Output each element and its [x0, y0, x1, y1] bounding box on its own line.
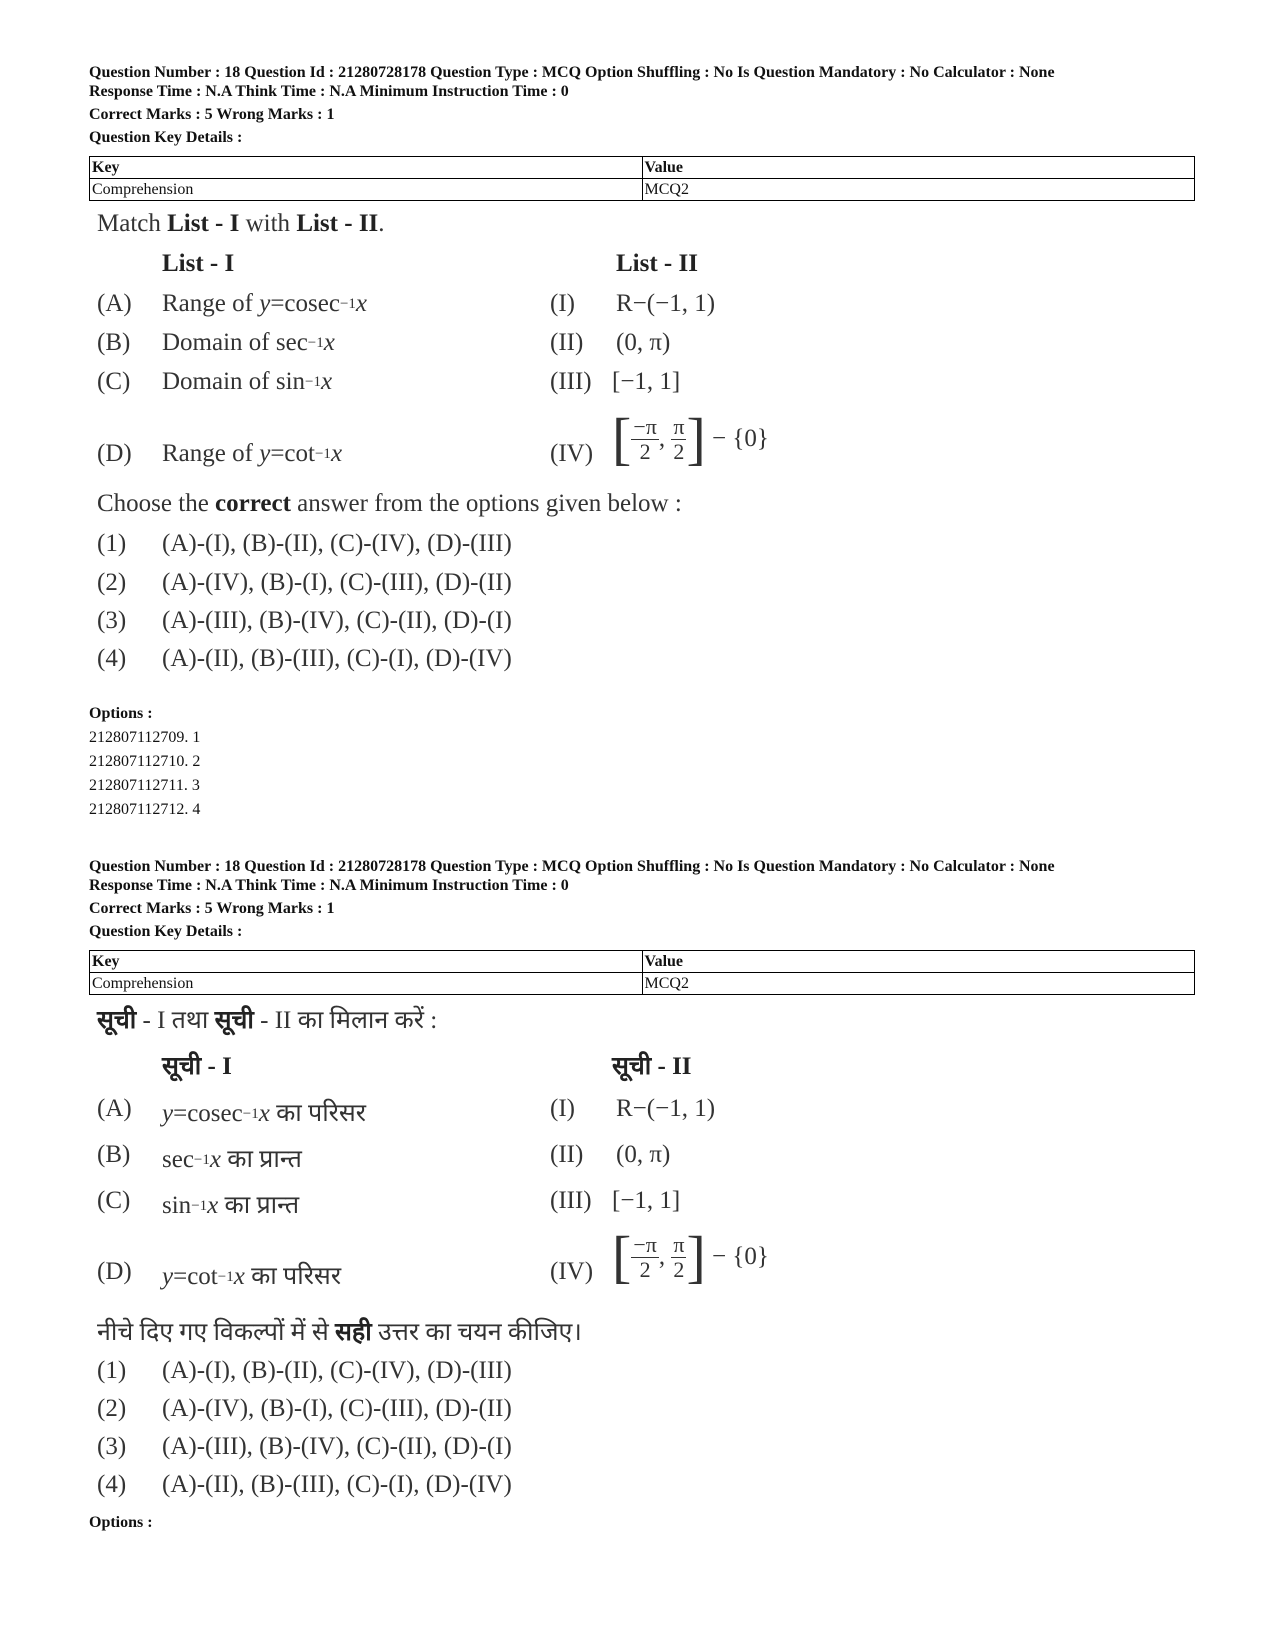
list-1-heading: List - I: [162, 250, 235, 277]
meta-line-1: Question Number : 18 Question Id : 21280728178 Question Type : MCQ Option Shuffling : No Is Question Mandatory : No Calculator : None: [89, 858, 1055, 875]
question-meta: [89, 857, 1055, 945]
question-block-hindi: Question Number : 18 Question Id : 21280728178 Question Type : MCQ Option Shuffling : No Is Question Mandatory : No Calculator : None Response Time : N.A Think Time : N.A Minimum Instruction Time : 0 Correct Marks : 5 Wrong Marks : 1 Question Key Details : Key Value Comprehension MCQ2 सूची - I तथा सूची - II का मिलान करें : सूची - I सूची - II (A) y=cosec$^{-1}$x का परिसर (B) $\sec^{-1}x$ का प्रान्त (C) $\sin^{-1}x$ का प्रान्त (D) $y=\cot^{-1}x$ का परिसर (I) R−(−1, 1) (II) (0, π) (III) [−1, 1] (IV) [ $\frac{-\pi}{2}$ , $\frac{\pi}{2}$ ] − {0} नीचे दिए गए विकल्पों में से सही उत्तर का चयन कीजिए। (1) (A)-(I), (B)-(II), (C)-(IV), (D)-(III) (2) (A)-(IV), (B)-(I), (C)-(III), (D)-(II) (3) (A)-(III), (B)-(IV), (C)-(II), (D)-(I) (4) (A)-(II), (B)-(III), (C)-(I), (D)-(IV) Options :: [0, 794, 1275, 1554]
table-header-value: Value: [642, 157, 1195, 179]
choose-instruction: Choose the correct answer from the options given below :: [97, 490, 682, 517]
options-title: Options :: [89, 1514, 153, 1531]
option-item: 212807112712. 4: [89, 801, 201, 818]
interval-expression: [ $\frac{-\pi}{2}$ , $\frac{\pi}{2}$ ] − {0}: [612, 406, 769, 471]
question-meta: [89, 63, 1055, 151]
key-details-table: [89, 950, 1195, 995]
table-header-key: Key: [90, 157, 643, 179]
options-title: Options :: [89, 705, 153, 722]
table-cell-value: MCQ2: [642, 973, 1195, 995]
question-intro: सूची - I तथा सूची - II का मिलान करें :: [97, 1007, 438, 1034]
meta-line-2: Response Time : N.A Think Time : N.A Minimum Instruction Time : 0: [89, 83, 569, 100]
meta-line-4: Question Key Details :: [89, 923, 243, 940]
options-list: [89, 1511, 153, 1535]
option-item: 212807112710. 2: [89, 753, 201, 770]
meta-line-3: Correct Marks : 5 Wrong Marks : 1: [89, 900, 335, 917]
table-header-key: Key: [90, 951, 643, 973]
list-2-heading: सूची - II: [612, 1053, 692, 1080]
table-cell-value: MCQ2: [642, 179, 1195, 201]
key-details-table: [89, 156, 1195, 201]
table-cell-key: Comprehension: [90, 973, 643, 995]
list-2-heading: List - II: [616, 250, 698, 277]
option-item: 212807112709. 1: [89, 729, 201, 746]
question-block-english: Question Number : 18 Question Id : 21280728178 Question Type : MCQ Option Shuffling : No Is Question Mandatory : No Calculator : None Response Time : N.A Think Time : N.A Minimum Instruction Time : 0 Correct Marks : 5 Wrong Marks : 1 Question Key Details : Key Value Comprehension MCQ2 Match List - I with List - II. List - I List - II (A) Range of y=cosec$^{-1}$x (B) Domain of $\sec^{-1}x$ (C) Domain of $\sin^{-1}x$ (D) Range of $y=\cot^{-1}x$ (I) R−(−1, 1) (II) (0, π) (III) [−1, 1] (IV) [ $\frac{-\pi}{2}$ , $\frac{\pi}{2}$ ] − {0} Choose the correct answer from the options given below : (1) (A)-(I), (B)-(II), (C)-(IV), (D)-(III) (2) (A)-(IV), (B)-(I), (C)-(III), (D)-(II) (3) (A)-(III), (B)-(IV), (C)-(II), (D)-(I) (4) (A)-(II), (B)-(III), (C)-(I), (D)-(IV) Options : 212807112709. 1 212807112710. 2 212807112711. 3 212807112712. 4: [0, 0, 1275, 760]
interval-expression: [ $\frac{-\pi}{2}$ , $\frac{\pi}{2}$ ] − {0}: [612, 1224, 769, 1289]
table-header-value: Value: [642, 951, 1195, 973]
table-cell-key: Comprehension: [90, 179, 643, 201]
option-item: 212807112711. 3: [89, 777, 200, 794]
meta-line-4: Question Key Details :: [89, 129, 243, 146]
list-1-heading: सूची - I: [162, 1053, 232, 1080]
meta-line-2: Response Time : N.A Think Time : N.A Minimum Instruction Time : 0: [89, 877, 569, 894]
meta-line-1: Question Number : 18 Question Id : 21280728178 Question Type : MCQ Option Shuffling : No Is Question Mandatory : No Calculator : None: [89, 64, 1055, 81]
choose-instruction: नीचे दिए गए विकल्पों में से सही उत्तर का चयन कीजिए।: [97, 1319, 582, 1346]
question-intro: Match List - I with List - II.: [97, 210, 385, 237]
meta-line-3: Correct Marks : 5 Wrong Marks : 1: [89, 106, 335, 123]
